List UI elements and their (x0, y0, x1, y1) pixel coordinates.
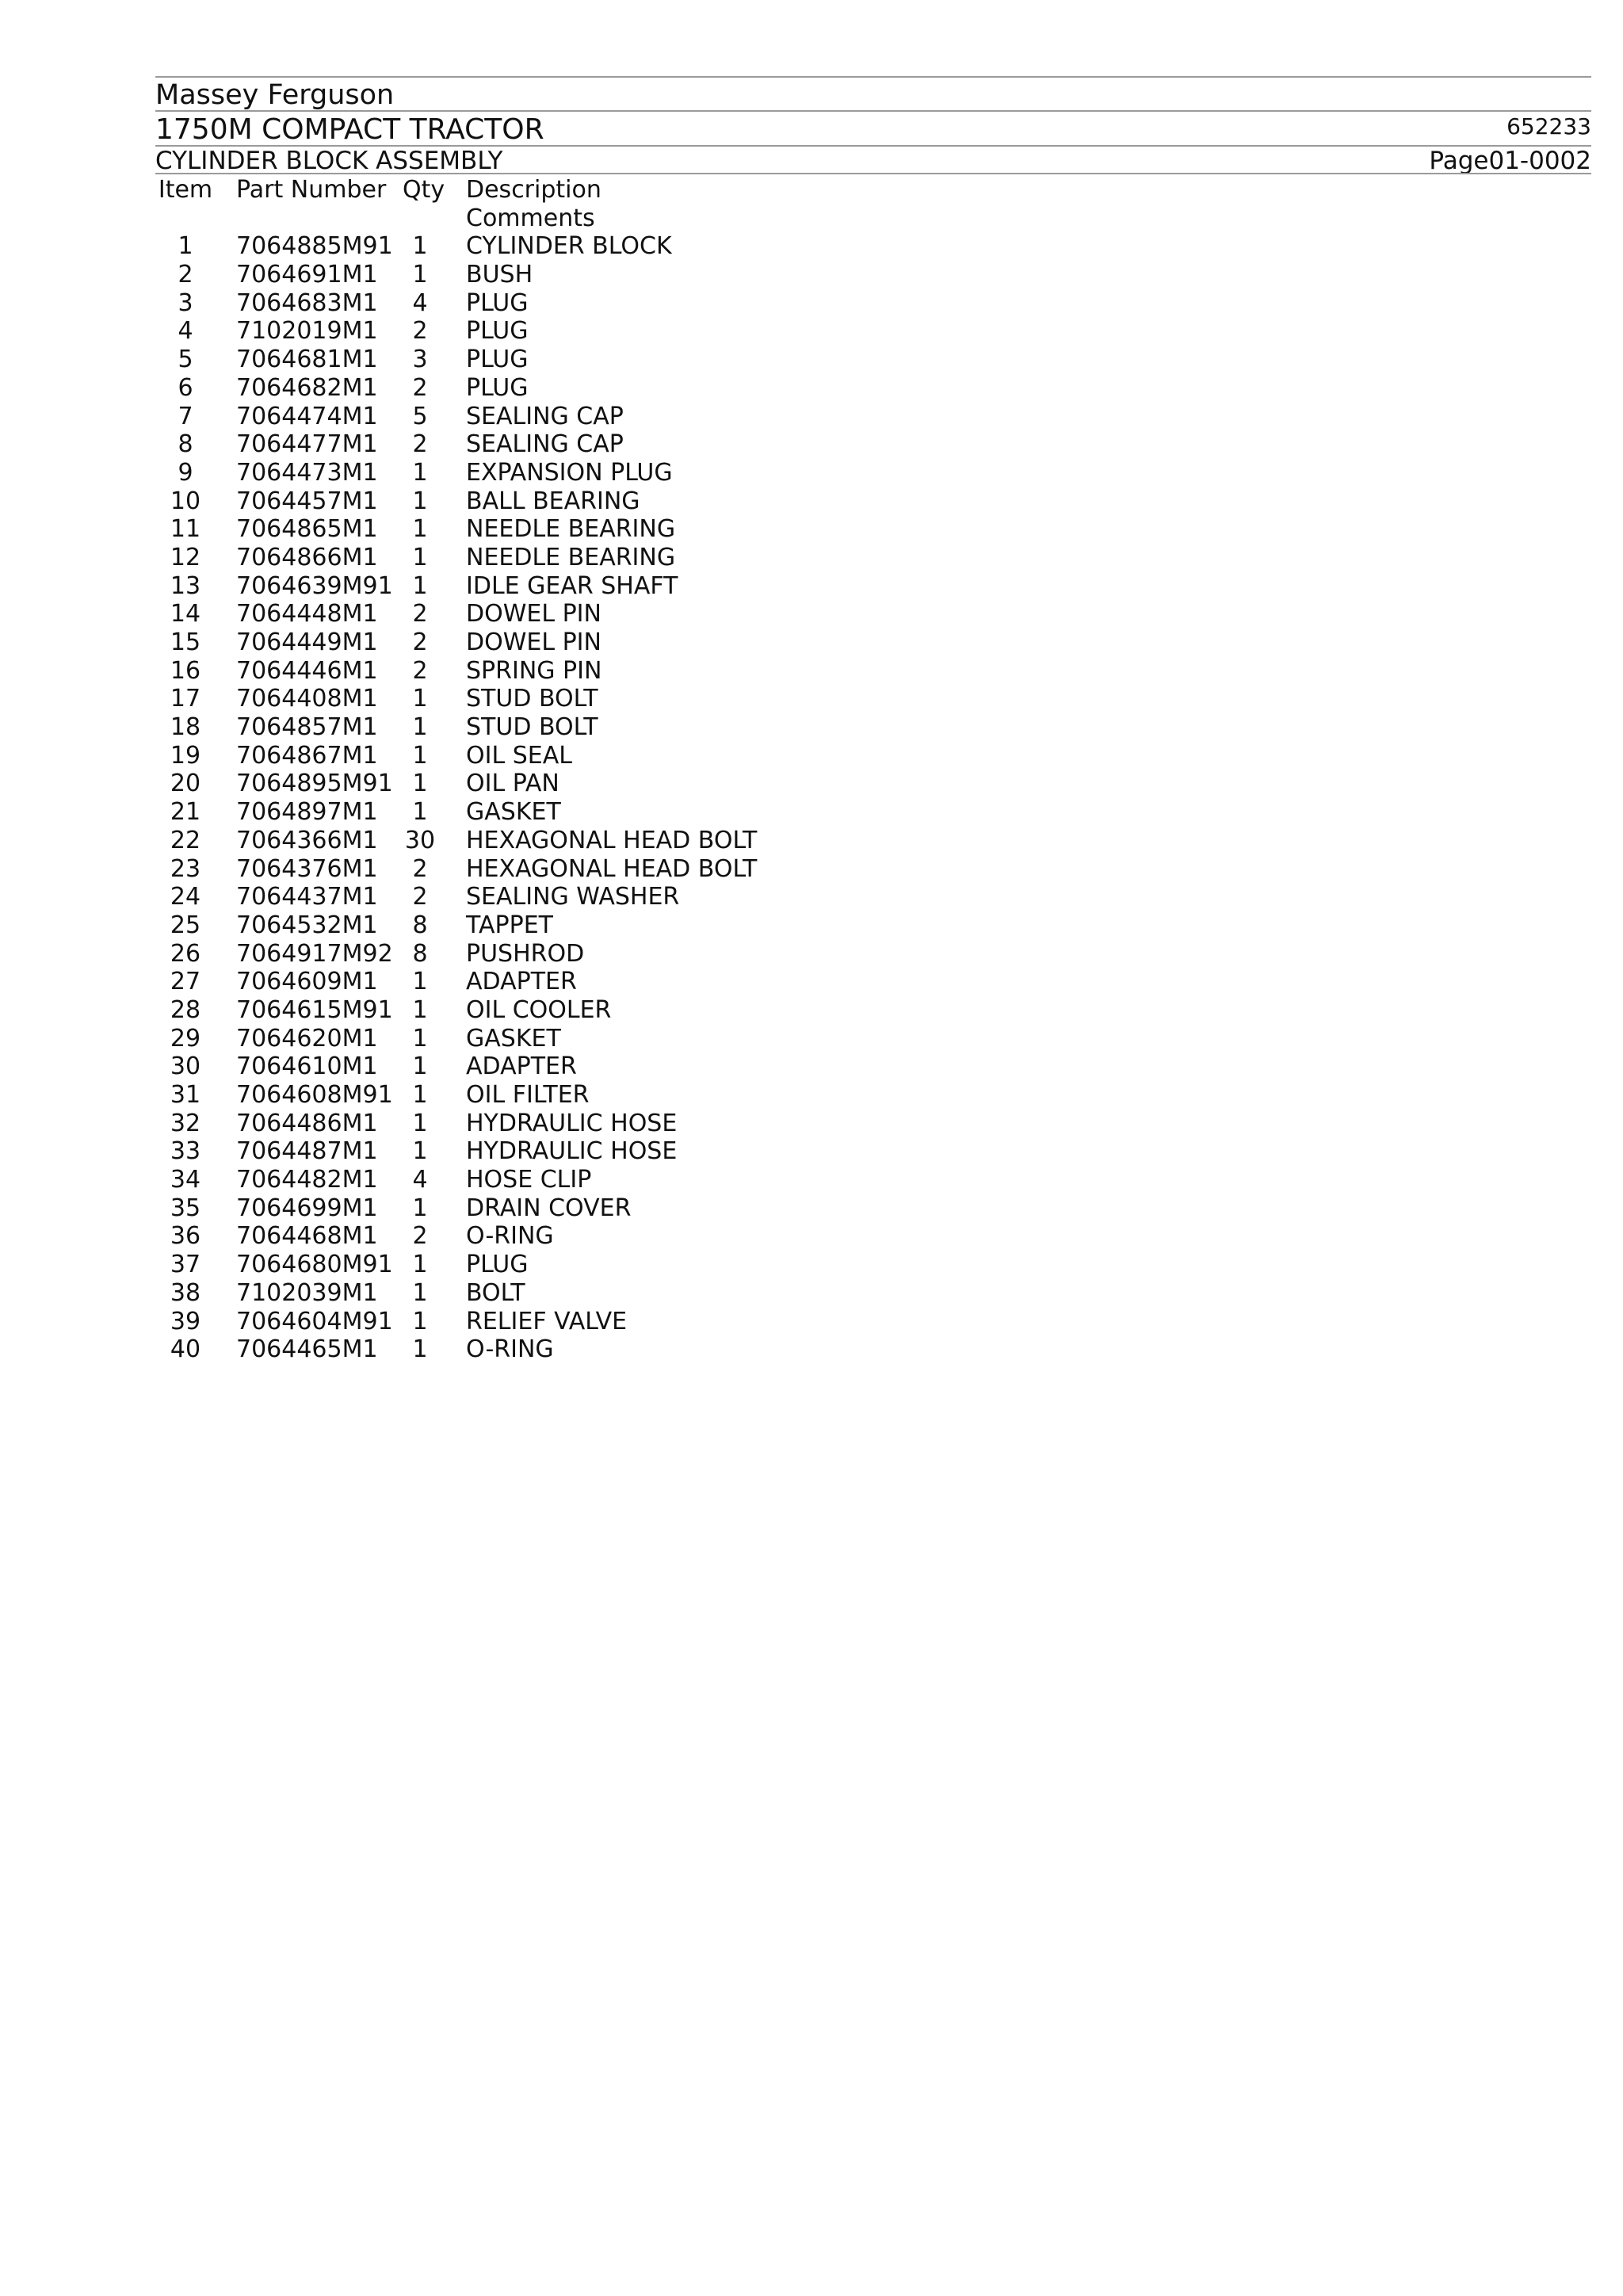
description: PUSHROD (466, 939, 585, 968)
description: OIL SEAL (466, 741, 572, 770)
description: HYDRAULIC HOSE (466, 1109, 678, 1137)
description: HYDRAULIC HOSE (466, 1137, 678, 1166)
table-row (155, 996, 1591, 1025)
quantity: 4 (412, 1166, 428, 1194)
table-row (155, 1251, 1591, 1279)
part-number: 7064448M1 (236, 600, 378, 628)
part-number: 7064897M1 (236, 798, 378, 827)
description: PLUG (466, 288, 529, 317)
item-number: 24 (170, 883, 201, 911)
part-number: 7064680M91 (236, 1251, 393, 1279)
item-number: 34 (170, 1166, 201, 1194)
table-row (155, 628, 1591, 657)
part-number: 7064473M1 (236, 458, 378, 487)
table-row (155, 742, 1591, 770)
description: BALL BEARING (466, 487, 640, 515)
parts-rows (155, 232, 1591, 1364)
description: BUSH (466, 261, 533, 289)
description: DOWEL PIN (466, 628, 601, 656)
part-number: 7064699M1 (236, 1194, 378, 1222)
quantity: 1 (412, 1137, 428, 1166)
item-number: 16 (170, 656, 201, 685)
table-row (155, 827, 1591, 855)
column-header-part-number: Part Number (236, 176, 387, 204)
description: PLUG (466, 1251, 529, 1279)
quantity: 1 (412, 571, 428, 600)
part-number: 7064867M1 (236, 741, 378, 770)
item-number: 31 (170, 1081, 201, 1109)
item-number: 13 (170, 571, 201, 600)
item-number: 27 (170, 968, 201, 996)
table-row (155, 1308, 1591, 1336)
description: O-RING (466, 1222, 554, 1251)
item-number: 10 (170, 487, 201, 515)
quantity: 2 (412, 430, 428, 459)
item-number: 19 (170, 741, 201, 770)
part-number: 7064885M91 (236, 232, 393, 261)
quantity: 30 (404, 826, 436, 854)
table-row (155, 713, 1591, 742)
table-row (155, 968, 1591, 996)
section-title: CYLINDER BLOCK ASSEMBLY (155, 147, 503, 175)
table-row (155, 1335, 1591, 1364)
table-row (155, 515, 1591, 544)
part-number: 7064895M91 (236, 770, 393, 798)
column-header-comments: Comments (466, 204, 595, 232)
table-row (155, 346, 1591, 374)
description: PLUG (466, 346, 529, 374)
table-row (155, 430, 1591, 459)
item-number: 7 (178, 402, 193, 430)
table-row (155, 374, 1591, 403)
item-number: 25 (170, 911, 201, 939)
description: ADAPTER (466, 1052, 577, 1081)
part-number: 7064620M1 (236, 1024, 378, 1052)
description: SPRING PIN (466, 656, 602, 685)
table-row (155, 855, 1591, 884)
description: PLUG (466, 373, 529, 402)
description: IDLE GEAR SHAFT (466, 571, 678, 600)
description: DRAIN COVER (466, 1194, 632, 1222)
table-row (155, 1081, 1591, 1110)
table-row (155, 403, 1591, 431)
part-number: 7064609M1 (236, 968, 378, 996)
part-number: 7102019M1 (236, 317, 378, 346)
parts-table (155, 176, 1591, 1364)
item-number: 20 (170, 770, 201, 798)
quantity: 1 (412, 1307, 428, 1335)
description: OIL COOLER (466, 995, 612, 1024)
item-number: 29 (170, 1024, 201, 1052)
table-row (155, 317, 1591, 346)
item-number: 37 (170, 1251, 201, 1279)
part-number: 7064449M1 (236, 628, 378, 656)
table-row (155, 1166, 1591, 1194)
part-number: 7064446M1 (236, 656, 378, 685)
quantity: 1 (412, 995, 428, 1024)
item-number: 8 (178, 430, 193, 459)
model-name: 1750M COMPACT TRACTOR (155, 113, 544, 146)
table-row (155, 1025, 1591, 1053)
part-number: 7064681M1 (236, 346, 378, 374)
item-number: 38 (170, 1278, 201, 1307)
part-number: 7064866M1 (236, 543, 378, 571)
description: OIL FILTER (466, 1081, 590, 1109)
table-row (155, 1137, 1591, 1166)
part-number: 7064487M1 (236, 1137, 378, 1166)
page-number: Page01-0002 (1429, 147, 1591, 175)
part-number: 7064604M91 (236, 1307, 393, 1335)
brand-name: Massey Ferguson (155, 79, 395, 111)
table-row (155, 289, 1591, 318)
description: RELIEF VALVE (466, 1307, 628, 1335)
description: SEALING CAP (466, 402, 624, 430)
part-number: 7064474M1 (236, 402, 378, 430)
table-row (155, 883, 1591, 911)
description: HEXAGONAL HEAD BOLT (466, 826, 758, 854)
quantity: 1 (412, 713, 428, 742)
description: SEALING WASHER (466, 883, 680, 911)
quantity: 5 (412, 402, 428, 430)
part-number: 7064366M1 (236, 826, 378, 854)
description: GASKET (466, 1024, 561, 1052)
quantity: 2 (412, 628, 428, 656)
part-number: 7064376M1 (236, 854, 378, 883)
part-number: 7064477M1 (236, 430, 378, 459)
part-number: 7064437M1 (236, 883, 378, 911)
quantity: 1 (412, 770, 428, 798)
item-number: 23 (170, 854, 201, 883)
description: GASKET (466, 798, 561, 827)
quantity: 8 (412, 939, 428, 968)
column-header-row (155, 176, 1591, 204)
item-number: 26 (170, 939, 201, 968)
column-header-qty: Qty (403, 176, 445, 204)
item-number: 17 (170, 685, 201, 713)
quantity: 2 (412, 1222, 428, 1251)
top-rule (155, 76, 1591, 78)
description: OIL PAN (466, 770, 559, 798)
quantity: 1 (412, 1335, 428, 1364)
table-row (155, 572, 1591, 601)
part-number: 7064457M1 (236, 487, 378, 515)
description: HEXAGONAL HEAD BOLT (466, 854, 758, 883)
table-row (155, 1222, 1591, 1251)
quantity: 2 (412, 373, 428, 402)
item-number: 3 (178, 288, 193, 317)
description: NEEDLE BEARING (466, 543, 676, 571)
part-number: 7064857M1 (236, 713, 378, 742)
table-row (155, 770, 1591, 798)
table-row (155, 1110, 1591, 1138)
part-number: 7064608M91 (236, 1081, 393, 1109)
item-number: 32 (170, 1109, 201, 1137)
item-number: 14 (170, 600, 201, 628)
rule-below-section (155, 173, 1591, 174)
description: SEALING CAP (466, 430, 624, 459)
quantity: 2 (412, 600, 428, 628)
item-number: 5 (178, 346, 193, 374)
table-row (155, 685, 1591, 713)
quantity: 1 (412, 1109, 428, 1137)
item-number: 40 (170, 1335, 201, 1364)
part-number: 7064465M1 (236, 1335, 378, 1364)
quantity: 1 (412, 1194, 428, 1222)
column-header-item: Item (158, 176, 213, 204)
quantity: 2 (412, 883, 428, 911)
column-header-comments-row (155, 204, 1591, 233)
quantity: 1 (412, 1052, 428, 1081)
table-row (155, 600, 1591, 628)
item-number: 28 (170, 995, 201, 1024)
quantity: 2 (412, 656, 428, 685)
part-number: 7064610M1 (236, 1052, 378, 1081)
item-number: 9 (178, 458, 193, 487)
part-number: 7102039M1 (236, 1278, 378, 1307)
table-row (155, 798, 1591, 827)
quantity: 1 (412, 1081, 428, 1109)
description: PLUG (466, 317, 529, 346)
part-number: 7064482M1 (236, 1166, 378, 1194)
item-number: 11 (170, 515, 201, 544)
quantity: 1 (412, 968, 428, 996)
description: STUD BOLT (466, 685, 598, 713)
table-row (155, 232, 1591, 261)
quantity: 8 (412, 911, 428, 939)
part-number: 7064683M1 (236, 288, 378, 317)
item-number: 36 (170, 1222, 201, 1251)
quantity: 3 (412, 346, 428, 374)
table-row (155, 1194, 1591, 1223)
part-number: 7064468M1 (236, 1222, 378, 1251)
item-number: 22 (170, 826, 201, 854)
item-number: 30 (170, 1052, 201, 1081)
part-number: 7064691M1 (236, 261, 378, 289)
item-number: 39 (170, 1307, 201, 1335)
item-number: 1 (178, 232, 193, 261)
table-row (155, 459, 1591, 487)
item-number: 2 (178, 261, 193, 289)
item-number: 35 (170, 1194, 201, 1222)
item-number: 18 (170, 713, 201, 742)
table-row (155, 911, 1591, 940)
column-header-description: Description (466, 176, 601, 204)
description: BOLT (466, 1278, 525, 1307)
description: TAPPET (466, 911, 553, 939)
quantity: 4 (412, 288, 428, 317)
part-number: 7064682M1 (236, 373, 378, 402)
quantity: 1 (412, 458, 428, 487)
quantity: 2 (412, 854, 428, 883)
item-number: 12 (170, 543, 201, 571)
quantity: 1 (412, 685, 428, 713)
part-number: 7064486M1 (236, 1109, 378, 1137)
quantity: 1 (412, 1278, 428, 1307)
document-number: 652233 (1507, 113, 1591, 139)
part-number: 7064865M1 (236, 515, 378, 544)
table-row (155, 1052, 1591, 1081)
table-row (155, 940, 1591, 968)
description: HOSE CLIP (466, 1166, 592, 1194)
table-row (155, 487, 1591, 516)
description: EXPANSION PLUG (466, 458, 673, 487)
description: NEEDLE BEARING (466, 515, 676, 544)
quantity: 1 (412, 232, 428, 261)
quantity: 1 (412, 515, 428, 544)
part-number: 7064639M91 (236, 571, 393, 600)
table-row (155, 657, 1591, 686)
description: STUD BOLT (466, 713, 598, 742)
quantity: 1 (412, 543, 428, 571)
table-row (155, 261, 1591, 289)
quantity: 2 (412, 317, 428, 346)
item-number: 15 (170, 628, 201, 656)
quantity: 1 (412, 261, 428, 289)
description: CYLINDER BLOCK (466, 232, 672, 261)
quantity: 1 (412, 487, 428, 515)
part-number: 7064408M1 (236, 685, 378, 713)
rule-below-brand (155, 110, 1591, 112)
item-number: 33 (170, 1137, 201, 1166)
part-number: 7064917M92 (236, 939, 393, 968)
item-number: 4 (178, 317, 193, 346)
description: DOWEL PIN (466, 600, 601, 628)
table-row (155, 544, 1591, 572)
part-number: 7064532M1 (236, 911, 378, 939)
table-row (155, 1279, 1591, 1308)
quantity: 1 (412, 741, 428, 770)
description: ADAPTER (466, 968, 577, 996)
quantity: 1 (412, 1251, 428, 1279)
quantity: 1 (412, 798, 428, 827)
item-number: 6 (178, 373, 193, 402)
quantity: 1 (412, 1024, 428, 1052)
part-number: 7064615M91 (236, 995, 393, 1024)
item-number: 21 (170, 798, 201, 827)
description: O-RING (466, 1335, 554, 1364)
